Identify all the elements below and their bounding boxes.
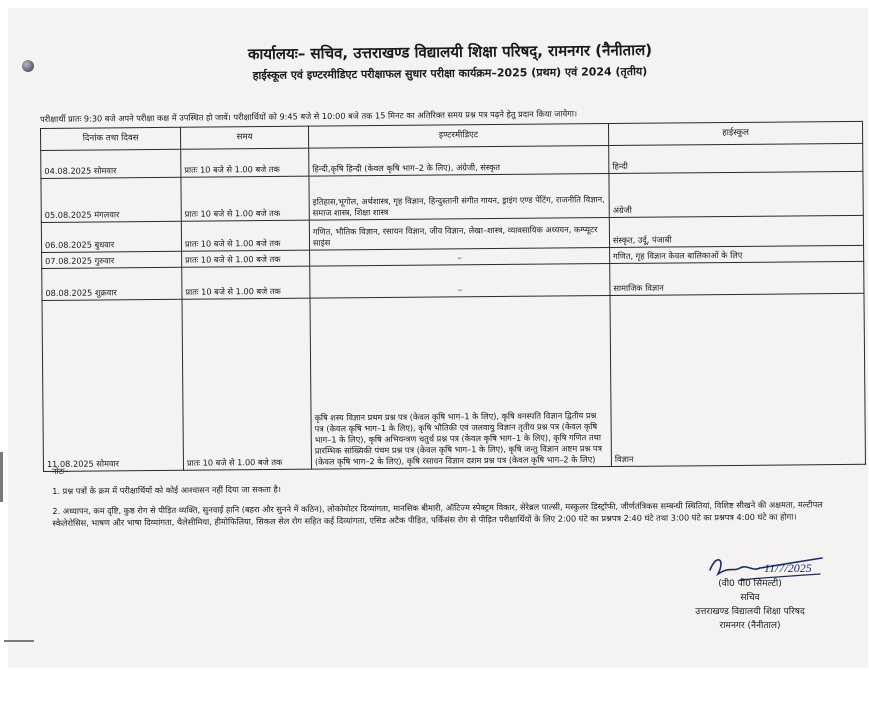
punch-hole-icon [22,60,34,72]
intermediate-subjects-cell: – [310,248,610,267]
time-cell: प्रातः 10 बजे से 1.00 बजे तक [181,176,309,221]
highschool-subjects-cell: सामाजिक विज्ञान [610,261,864,295]
date-cell: 06.08.2025 बुधवार [41,221,181,252]
time-cell: प्रातः 10 बजे से 1.00 बजे तक [182,298,311,470]
reporting-time-instruction: परीक्षार्थी प्रातः 9:30 बजे अपने परीक्षा कक्ष में उपस्थित हो जावें। परीक्षार्थियों को 9:45 बजे से 10:00 बजे तक 15 मिनट का अतिरिक्त समय प्रश्न पत्र पढ़ने हेतु प्रदान किया जायेगा। [40,108,578,124]
note-item: 2. अध्यापन, कम दृष्टि, कुष्ठ रोग से पीड़ित व्यक्ति, सुनवाई हानि (बहरा और सुनने में कठिन), लोकोमोटर दिव्यांगता, मानसिक बीमारी, ऑटिज्म स्पेक्ट्रम विकार, सेरेब्रल पाल्सी, मस्कुलर डिस्ट्रॉफी, जीर्णतंत्रिकस सम्बन्धी स्थितियां, विशिष्ट सीखने की अक्षमता, मल्टीपल स्केलेरोसिस, भाषण और भाषा दिव्यांगता, थैलेसीमिया, हीमोफिलिया, सिकल सेल रोग सहित कई दिव्यांगता, एसिड अटैक पीड़ित, पर्किंसंस रोग से पीड़ित परीक्षार्थियों के लिए 2:00 घंटे का प्रश्नपत्र 2:40 घंटे तथा 3:00 घंटे का प्रश्नपत्र 4:00 घंटे का होगा। [52,499,823,528]
highschool-subjects-cell: गणित, गृह विज्ञान केवल बालिकाओं के लिए [610,245,864,263]
col-header-intermediate: इण्टरमीडिएट [308,124,608,149]
signatory-block [660,578,840,634]
time-cell: प्रातः 10 बजे से 1.00 बजे तक [181,148,309,177]
date-cell: 05.08.2025 मंगलवार [41,177,181,222]
note-item: 1. प्रश्न पत्रों के क्रम में परीक्षार्थियों को कोई आश्वासन नहीं दिया जा सकता है। [52,483,281,496]
intermediate-subjects-cell: गणित, भौतिक विज्ञान, रसायन विज्ञान, जीव विज्ञान, लेखा–शास्त्र, व्यावसायिक अध्ययन, कम्प्यूटर साइंस [309,218,609,251]
time-cell: प्रातः 10 बजे से 1.00 बजे तक [182,266,310,299]
exam-programme-subtitle: हाईस्कूल एवं इण्टरमीडिएट परीक्षाफल सुधार परीक्षा कार्यक्रम–2025 (प्रथम) एवं 2024 (तृतीय) [252,64,648,83]
table-row [42,293,865,471]
intermediate-subjects-cell: इतिहास,भूगोल, अर्थशास्त्र, गृह विज्ञान, हिन्दुस्तानी संगीत गायन, ड्राइंग एण्ड पेंटिंग, राजनीति विज्ञान, समाज शास्त्र, शिक्षा शास्त्र [309,174,609,221]
highschool-subjects-cell: हिन्दी [609,143,863,173]
handwritten-date: 11/7/2025 [764,561,812,575]
date-cell: 07.08.2025 गुरुवार [42,251,182,268]
col-header-highschool: हाईस्कूल [608,121,862,145]
notes-label: नोटः– [52,465,69,476]
scan-edge-mark [4,640,34,642]
office-heading: कार्यालयः– सचिव, उत्तराखण्ड विद्यालयी शिक्षा परिषद्, रामनगर (नैनीताल) [247,40,653,64]
col-header-date: दिनांक तथा दिवस [41,127,181,150]
date-cell: 08.08.2025 शुक्रवार [42,267,182,300]
scan-edge-mark [0,452,3,502]
date-cell: 11.08.2025 सोमवार [42,299,183,471]
notes-section [52,459,858,530]
intermediate-subjects-cell: कृषि शस्य विज्ञान प्रथम प्रश्न पत्र (केवल कृषि भाग–1 के लिए), कृषि वनस्पति विज्ञान द्वितीय प्रश्न पत्र (केवल कृषि भाग–1 के लिए), कृषि भौतिकी एवं जलवायु विज्ञान तृतीय प्रश्न पत्र (केवल कृषि भाग–1 के लिए), कृषि अभियन्त्रण चतुर्थ प्रश्न पत्र (केवल कृषि भाग–1 के लिए), कृषि गणित तथा प्रारम्भिक सांख्यिकी पंचम प्रश्न पत्र (केवल कृषि भाग–1 के लिए), कृषि जन्तु विज्ञान अष्टम प्रश्न पत्र (केवल कृषि भाग–2 के लिए), कृषि रसायन विज्ञान दशम प्रश्न पत्र (केवल कृषि भाग–2 के लिए) [310,296,611,470]
intermediate-subjects-cell: – [310,264,610,299]
table-row [41,171,863,222]
time-cell: प्रातः 10 बजे से 1.00 बजे तक [182,250,310,267]
highschool-subjects-cell: संस्कृत, उर्दू, पंजाबी [609,215,863,247]
col-header-time: समय [180,126,308,149]
signatory-place: रामनगर (नैनीताल) [719,620,781,631]
signatory-name: (वी0 पी0 सिमल्टी) [718,579,782,589]
exam-schedule-table [40,121,866,472]
date-cell: 04.08.2025 सोमवार [41,149,181,178]
highschool-subjects-cell: अंग्रेजी [609,171,863,217]
time-cell: प्रातः 10 बजे से 1.00 बजे तक [181,220,309,251]
intermediate-subjects-cell: हिन्दी,कृषि हिन्दी (केवल कृषि भाग–2 के लिए), अंग्रेजी, संस्कृत [309,146,609,177]
signatory-designation: सचिव [740,592,760,603]
signatory-organisation: उत्तराखण्ड विद्यालयी शिक्षा परिषद [695,606,805,617]
highschool-subjects-cell: विज्ञान [610,293,865,466]
